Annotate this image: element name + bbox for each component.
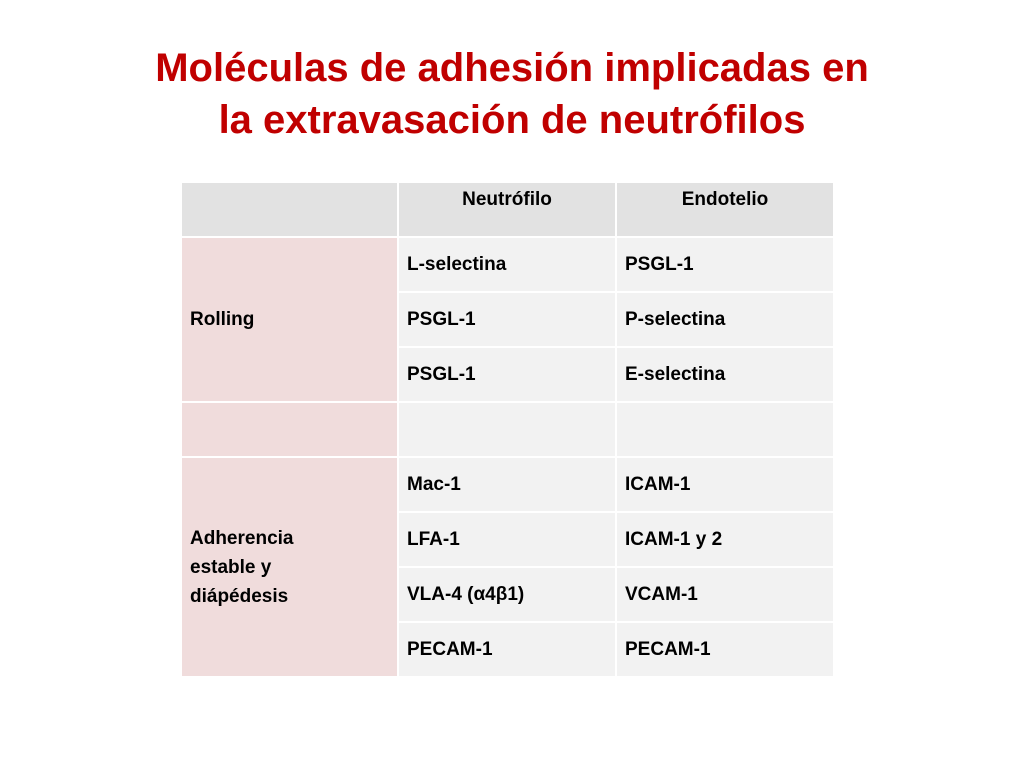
row-label-empty [181,402,398,457]
table-cell: P-selectina [616,292,834,347]
table-cell: ICAM-1 y 2 [616,512,834,567]
table-cell: PECAM-1 [398,622,616,677]
table-cell: LFA-1 [398,512,616,567]
table-cell [398,402,616,457]
slide-title-line-1: Moléculas de adhesión implicadas en [155,46,869,90]
table-cell: PSGL-1 [398,347,616,402]
adhesion-molecules-table [180,181,835,678]
table-cell: E-selectina [616,347,834,402]
table-cell: PECAM-1 [616,622,834,677]
row-label-line: Adherencia [190,527,294,549]
table-cell [616,402,834,457]
table-header-row [181,182,834,237]
row-label-line: diápédesis [190,585,289,607]
table-cell: VLA-4 (α4β1) [398,567,616,622]
header-cell-endotelio: Endotelio [616,182,834,237]
table-cell: PSGL-1 [398,292,616,347]
header-cell-empty [181,182,398,237]
table-cell: ICAM-1 [616,457,834,512]
table-row [181,237,834,292]
slide-title-line-2: la extravasación de neutrófilos [218,98,806,142]
table-cell: VCAM-1 [616,567,834,622]
table-cell: Mac-1 [398,457,616,512]
row-label-rolling: Rolling [181,237,398,402]
row-label-adherencia [181,457,398,677]
table-row-spacer [181,402,834,457]
table-cell: PSGL-1 [616,237,834,292]
slide-title [0,42,1024,146]
table-row [181,457,834,512]
table-cell: L-selectina [398,237,616,292]
header-cell-neutrofilo: Neutrófilo [398,182,616,237]
row-label-line: estable y [190,556,272,578]
